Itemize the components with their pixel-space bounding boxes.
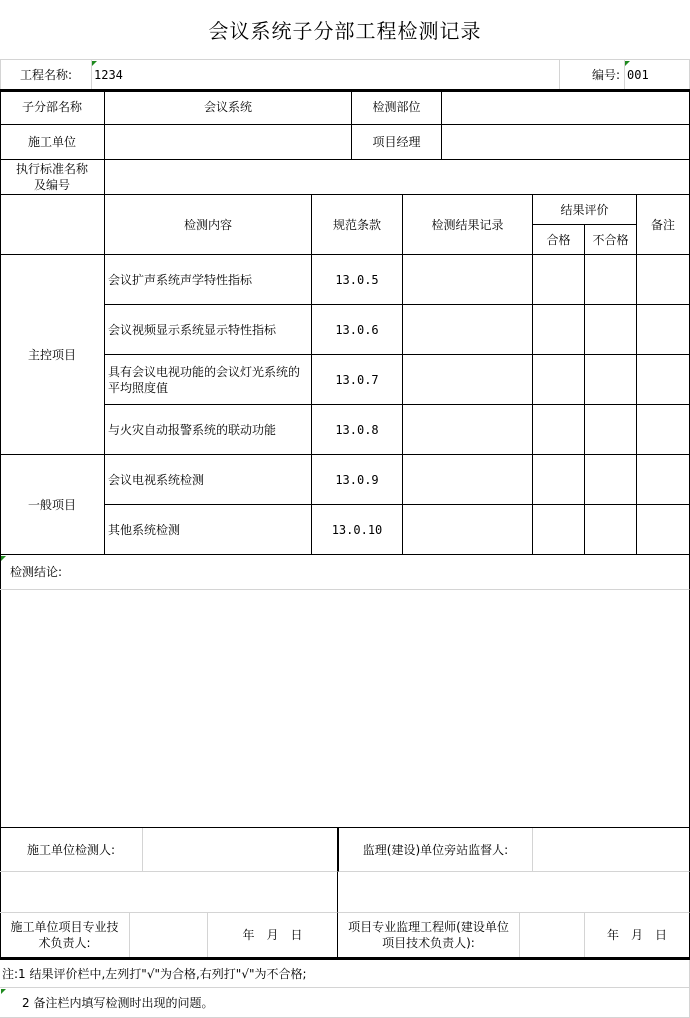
note-1: 注:1 结果评价栏中,左列打"√"为合格,右列打"√"为不合格; (0, 960, 690, 988)
inspector-field[interactable] (143, 828, 338, 872)
item-record[interactable] (403, 405, 533, 455)
item-clause: 13.0.10 (312, 505, 403, 555)
group-main-control: 主控项目 (0, 255, 105, 455)
comment-marker-icon (625, 61, 630, 66)
inspector-sign-area[interactable] (0, 872, 338, 913)
item-clause: 13.0.7 (312, 355, 403, 405)
project-name-label: 工程名称: (0, 60, 92, 90)
item-record[interactable] (403, 505, 533, 555)
item-content: 与火灾自动报警系统的联动功能 (105, 405, 312, 455)
item-content: 会议电视系统检测 (105, 455, 312, 505)
conclusion-label: 检测结论: (0, 555, 690, 590)
item-clause: 13.0.9 (312, 455, 403, 505)
comment-marker-icon (92, 61, 97, 66)
engineer-date[interactable]: 年 月 日 (585, 913, 690, 958)
contractor-value[interactable] (105, 125, 352, 160)
item-fail[interactable] (585, 455, 637, 505)
item-pass[interactable] (533, 505, 585, 555)
engineer-label: 项目专业监理工程师(建设单位项目技术负责人): (338, 913, 520, 958)
comment-marker-icon (1, 556, 6, 561)
col-record: 检测结果记录 (403, 195, 533, 255)
col-fail: 不合格 (585, 225, 637, 255)
group-general: 一般项目 (0, 455, 105, 555)
col-clause: 规范条款 (312, 195, 403, 255)
col-remark: 备注 (637, 195, 690, 255)
item-remark[interactable] (637, 455, 690, 505)
project-name-value[interactable]: 1234 (92, 60, 560, 90)
item-fail[interactable] (585, 405, 637, 455)
item-fail[interactable] (585, 355, 637, 405)
location-value[interactable] (442, 90, 690, 125)
item-fail[interactable] (585, 505, 637, 555)
standard-value[interactable] (105, 160, 690, 195)
manager-label: 项目经理 (352, 125, 442, 160)
sub-division-value[interactable]: 会议系统 (105, 90, 352, 125)
item-content: 其他系统检测 (105, 505, 312, 555)
item-pass[interactable] (533, 405, 585, 455)
item-fail[interactable] (585, 255, 637, 305)
item-pass[interactable] (533, 305, 585, 355)
contractor-label: 施工单位 (0, 125, 105, 160)
comment-marker-icon (1, 989, 6, 994)
col-pass: 合格 (533, 225, 585, 255)
conclusion-field[interactable] (0, 590, 690, 828)
item-pass[interactable] (533, 455, 585, 505)
engineer-field[interactable] (520, 913, 585, 958)
supervisor-sign-area[interactable] (338, 872, 690, 913)
item-content: 会议视频显示系统显示特性指标 (105, 305, 312, 355)
item-pass[interactable] (533, 355, 585, 405)
item-clause: 13.0.8 (312, 405, 403, 455)
item-pass[interactable] (533, 255, 585, 305)
item-remark[interactable] (637, 255, 690, 305)
col-eval: 结果评价 (533, 195, 637, 225)
item-content: 会议扩声系统声学特性指标 (105, 255, 312, 305)
inspector-label: 施工单位检测人: (0, 828, 143, 872)
supervisor-field[interactable] (533, 828, 690, 872)
group-header (0, 195, 105, 255)
item-remark[interactable] (637, 355, 690, 405)
tech-lead-field[interactable] (130, 913, 208, 958)
number-label: 编号: (560, 60, 625, 90)
item-record[interactable] (403, 355, 533, 405)
standard-label: 执行标准名称及编号 (0, 160, 105, 195)
item-record[interactable] (403, 305, 533, 355)
item-remark[interactable] (637, 305, 690, 355)
item-record[interactable] (403, 255, 533, 305)
col-content: 检测内容 (105, 195, 312, 255)
manager-value[interactable] (442, 125, 690, 160)
item-clause: 13.0.5 (312, 255, 403, 305)
tech-lead-label: 施工单位项目专业技术负责人: (0, 913, 130, 958)
number-value[interactable]: 001 (625, 60, 690, 90)
tech-lead-date[interactable]: 年 月 日 (208, 913, 338, 958)
item-clause: 13.0.6 (312, 305, 403, 355)
location-label: 检测部位 (352, 90, 442, 125)
item-remark[interactable] (637, 505, 690, 555)
item-remark[interactable] (637, 405, 690, 455)
note-2: 2 备注栏内填写检测时出现的问题。 (0, 988, 690, 1018)
item-fail[interactable] (585, 305, 637, 355)
sub-division-label: 子分部名称 (0, 90, 105, 125)
item-content: 具有会议电视功能的会议灯光系统的平均照度值 (105, 355, 312, 405)
page-title: 会议系统子分部工程检测记录 (0, 0, 690, 60)
item-record[interactable] (403, 455, 533, 505)
supervisor-label: 监理(建设)单位旁站监督人: (338, 828, 533, 872)
